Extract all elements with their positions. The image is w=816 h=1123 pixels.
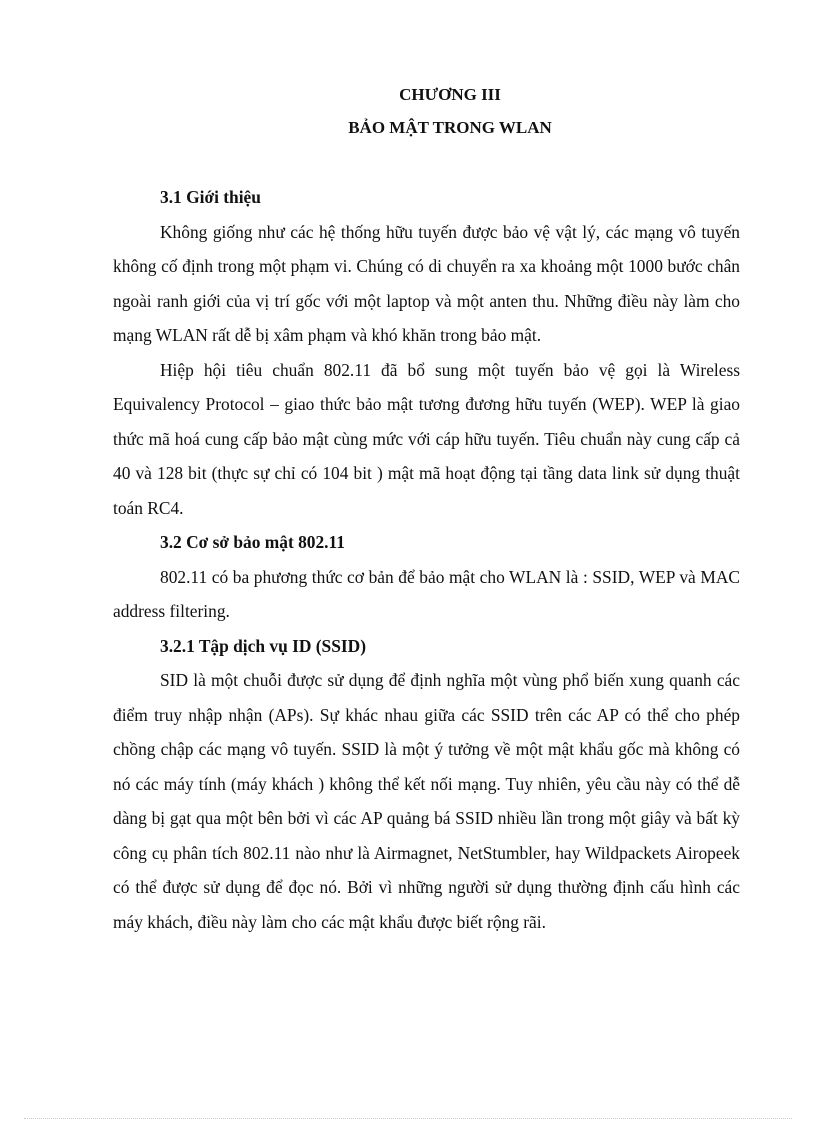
paragraph: 802.11 có ba phương thức cơ bản để bảo mật cho WLAN là : SSID, WEP và MAC address filtering. [113,566,740,621]
paragraph: Không giống như các hệ thống hữu tuyến được bảo vệ vật lý, các mạng vô tuyến không cố định trong một phạm vi. Chúng có di chuyển ra xa khoảng một 1000 bước chân ngoài ranh giới của vị trí gốc với một laptop và một anten thu. Những điều này làm cho mạng WLAN rất dễ bị xâm phạm và khó khăn trong bảo mật. [113,221,740,345]
paragraph: SID là một chuỗi được sử dụng để định nghĩa một vùng phổ biến xung quanh các điểm truy nhập nhận (APs). Sự khác nhau giữa các SSID trên các AP có thể cho phép chồng chập các mạng vô tuyến. SSID là một ý tưởng về một mật khẩu gốc mà không có nó các máy tính (máy khách ) không thể kết nối mạng. Tuy nhiên, yêu cầu này có thể dễ dàng bị gạt qua một bên bởi vì các AP quảng bá SSID nhiều lần trong một giây và bất kỳ công cụ phân tích 802.11 nào như là Airmagnet, NetStumbler, hay Wildpackets Airopeek có thể được sử dụng để đọc nó. Bởi vì những người sử dụng thường định cấu hình các máy khách, điều này làm cho các mật khẩu được biết rộng rãi. [113,670,740,932]
chapter-number: CHƯƠNG III [399,85,501,104]
page-bottom-divider [24,1118,792,1119]
section-heading-3-2: 3.2 Cơ sở bảo mật 802.11 [160,532,345,552]
chapter-title: BẢO MẬT TRONG WLAN [348,118,552,137]
paragraph: Hiệp hội tiêu chuẩn 802.11 đã bổ sung một tuyến bảo vệ gọi là Wireless Equivalency Protocol – giao thức bảo mật tương đương hữu tuyến (WEP). WEP là giao thức mã hoá cung cấp bảo mật cùng mức với cáp hữu tuyến. Tiêu chuẩn này cung cấp cả 40 và 128 bit (thực sự chỉ có 104 bit ) mật mã hoạt động tại tầng data link sử dụng thuật toán RC4. [113,359,740,518]
section-heading-3-1: 3.1 Giới thiệu [160,187,261,207]
document-body [113,180,740,939]
section-heading-3-2-1: 3.2.1 Tập dịch vụ ID (SSID) [160,635,367,656]
